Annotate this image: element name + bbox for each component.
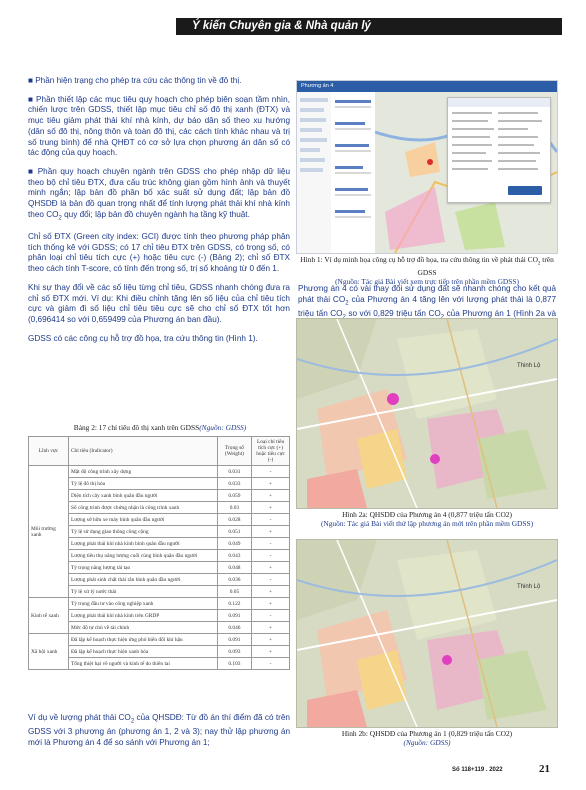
table-cell-sign: - [252,538,290,550]
table-cell-sign: + [252,646,290,658]
map-label: Thinh Lộ [517,584,541,590]
table-row [29,622,290,634]
sidebar-items [297,92,331,253]
figure-2a-map [296,318,558,509]
paragraph-example: Ví dụ về lượng phát thải $CO_2$ của QHSDĐ: Từ đồ án thí điểm đã có trên GDSS với 3 phương án (phương án 1, 2 và 3); nay thử lập phương án mới là Phương án 4 để so sánh với Phương án 1; [28,713,290,747]
table-row [29,658,290,670]
table-caption: Bảng 2: 17 chỉ tiêu đô thị xanh trên GDSS(Nguồn: GDSS) [73,423,247,432]
table-cell-weight: 0.091 [217,634,251,646]
table-cell-indicator: Lượng tiêu thụ năng lượng cuối cùng bình quân đầu người [68,550,217,562]
table-row [29,598,290,610]
table-cell-weight: 0.093 [217,646,251,658]
table-header: Chỉ tiêu (Indicator) [68,437,217,466]
table-header: Trọng số (Weight) [217,437,251,466]
paragraph-tools: GDSS có các công cụ hỗ trợ đồ họa, tra cứu thông tin (Hình 1). [28,333,258,343]
figure-2a-caption: Hình 2a: QHSDĐ của Phương án 4 (0,877 triệu tấn CO2) (Nguồn: Tác giả Bài viết thử lập phương án mới trên phần mềm GDSS) [320,510,534,528]
table-cell-indicator: Đã lập kế hoạch thực hiện xanh hóa [68,646,217,658]
table-cell-weight: 0.059 [217,490,251,502]
table-row [29,538,290,550]
table-group: Xã hội xanh [29,634,69,670]
table-cell-weight: 0.033 [217,478,251,490]
table-cell-weight: 0.091 [217,610,251,622]
table-cell-indicator: Tỷ trọng đầu tư vào công nghiệp xanh [68,598,217,610]
app-sidebar [297,92,332,253]
table-cell-indicator: Đã lập kế hoạch thực hiện ứng phó biến đổi khí hậu [68,634,217,646]
app-layer-panel [331,92,376,253]
table-cell-sign: + [252,634,290,646]
table-cell-weight: 0.103 [217,658,251,670]
app-topbar: Phương án 4 [297,81,557,92]
land-use-map-b [297,540,557,727]
table-cell-weight: 0.031 [217,466,251,478]
table-row [29,550,290,562]
table-cell-sign: + [252,622,290,634]
footer-issue: Số 118+119 . 2022 [452,767,503,773]
table-cell-weight: 0.043 [217,550,251,562]
table-cell-sign: + [252,586,290,598]
table-cell-weight: 0.048 [217,562,251,574]
table-cell-indicator: Mật độ công trình xây dựng [68,466,217,478]
figure-2b-caption: Hình 2b: QHSDĐ của Phương án 1 (0,829 triệu tấn CO2) (Nguồn: GDSS) [341,729,513,747]
table-cell-sign: - [252,466,290,478]
page-number: 21 [539,763,550,775]
table-cell-indicator: Lượng phát sinh chất thải rắn bình quân đầu người [68,574,217,586]
table-cell-weight: 0.046 [217,622,251,634]
table-row [29,490,290,502]
info-popup [447,97,551,203]
paragraph-emissions: Phương án 4 có vài thay đổi sử dụng đất sẽ nhanh chóng cho kết quả phát thải $CO_2$ của Phương án 4 tăng lên với lượng phát thải là 0,877 triệu tấn CO so với 0,829 triệu tấn CO của Phương án 1 (Hình 2a và [298,284,557,319]
map-label: Thinh Lộ [517,363,541,369]
table-cell-indicator: Mức độ tự chủ về tài chính [68,622,217,634]
table-cell-weight: 0.051 [217,526,251,538]
table-cell-sign: - [252,514,290,526]
table-cell-sign: + [252,490,290,502]
table-cell-indicator: Diện tích cây xanh bình quân đầu người [68,490,217,502]
table-cell-sign: - [252,658,290,670]
table-cell-sign: + [252,502,290,514]
table-row [29,514,290,526]
header-rule [176,34,562,35]
table-cell-indicator: Lượng phát thải khí nhà kính bình quân đầu người [68,538,217,550]
land-use-map-a [297,319,557,508]
table-cell-indicator: Tổng thiệt hại về người và kinh tế do thiên tai [68,658,217,670]
table-header: Loại chỉ tiêu tích cực (+) hoặc tiêu cực (-) [252,437,290,466]
table-cell-weight: 0.03 [217,502,251,514]
table-header: Lĩnh vực [29,437,69,466]
table-row [29,478,290,490]
paragraph-sectoral: ■ Phần quy hoạch chuyên ngành trên GDSS cho phép nhập dữ liệu theo bộ chỉ tiêu ĐTX, đưa cấu trúc không gian gồm hình ảnh và thuyết minh ngắn; lập bản đồ phân bố xác suất sử dụng đất; lập bản đồ QHSDĐ là bản đồ quan trọng nhất để tính lượng phát thải khí nhà kính theo $CO_2$ quy đổi; lập bản đồ chuyên ngành hạ tầng kỹ thuật. [28,166,290,222]
table-row [29,562,290,574]
table-row [29,466,290,478]
paragraph-goals: ■ Phần thiết lập các mục tiêu quy hoạch cho phép biên soạn tầm nhìn, chiến lược trên GDSS, thiết lập mục tiêu chỉ số đô thị xanh (ĐTX) và mục tiêu giảm phát thải khí nhà kính, dự báo dân số theo xu hướng (dân số đô thị, nông thôn và toàn đô thị, các cách tính khác nhau và trị số trung bình) để nhà QHĐT có cơ sở lựa chọn phương án dân số có tác động của quy hoạch. [28,94,290,158]
table-cell-weight: 0.036 [217,574,251,586]
table-cell-weight: 0.05 [217,586,251,598]
table-cell-sign: + [252,478,290,490]
table-group: Môi trường xanh [29,466,69,598]
table-cell-indicator: Lượng phát thải khí nhà kính trên GRDP [68,610,217,622]
table-row [29,586,290,598]
table-cell-sign: + [252,526,290,538]
table-row [29,526,290,538]
table-cell-sign: + [252,598,290,610]
figure-2b-map [296,539,558,728]
table-row [29,574,290,586]
layer-list [331,92,375,253]
popup-content [448,98,550,202]
section-title: Ý kiến Chuyên gia & Nhà quản lý [192,20,371,32]
section-header [176,18,562,34]
table-cell-indicator: Tỷ lệ sử dụng giao thông công cộng [68,526,217,538]
table-cell-indicator: Tỷ lệ xử lý nước thải [68,586,217,598]
table-cell-sign: + [252,562,290,574]
figure-1-caption: Hình 1: Ví dụ minh họa công cụ hỗ trợ đồ họa, tra cứu thông tin về phát thải $CO_2$ trên GDSS (Nguồn: Tác giả Bài viết xem trực tiếp trên phần mềm GDSS) [300,255,554,287]
table-group: Kinh tế xanh [29,598,69,634]
table-cell-weight: 0.122 [217,598,251,610]
table-cell-indicator: Tỷ lệ đô thị hóa [68,478,217,490]
table-row [29,502,290,514]
left-column [28,76,290,352]
table-row [29,646,290,658]
table-row [29,610,290,622]
table-row [29,634,290,646]
figure-1-screenshot [296,80,558,254]
table-cell-weight: 0.028 [217,514,251,526]
table-cell-weight: 0.049 [217,538,251,550]
table-cell-sign: - [252,574,290,586]
table-cell-indicator: Tỷ trọng năng lượng tái tạo [68,562,217,574]
table-cell-sign: - [252,610,290,622]
indicator-table [28,436,290,670]
paragraph-gci: Chỉ số ĐTX (Green city index: GCI) được tính theo phương pháp phân tích thống kê với GDSS; có 17 chỉ tiêu ĐTX trên GDSS, có trọng số, có phân loại chỉ tiêu tích cực (+) hoặc tiêu cực (-) (Bảng 2); chỉ số ĐTX theo cách tính T-score, có tính đến trọng số, trị số khoảng từ 0 đến 1. [28,232,290,274]
table-cell-sign: - [252,550,290,562]
table-cell-indicator: Lượng sở hữu xe máy bình quân đầu người [68,514,217,526]
table-cell-indicator: Số công trình được chứng nhận là công trình xanh [68,502,217,514]
paragraph-status: ■ Phần hiện trạng cho phép tra cứu các thông tin về đô thị. [28,76,242,85]
paragraph-update: Khi sự thay đổi về các số liệu từng chỉ tiêu, GDSS nhanh chóng đưa ra chỉ số ĐTX mới. Ví dụ: Khi điều chỉnh tăng lên số liệu của chỉ tiêu tích cực và giảm đi số liệu chỉ tiêu tiêu cực sẽ cho chỉ số ĐTX tốt hơn (0,696414 so với 0,659499 của Phương án ban đầu). [28,282,290,324]
